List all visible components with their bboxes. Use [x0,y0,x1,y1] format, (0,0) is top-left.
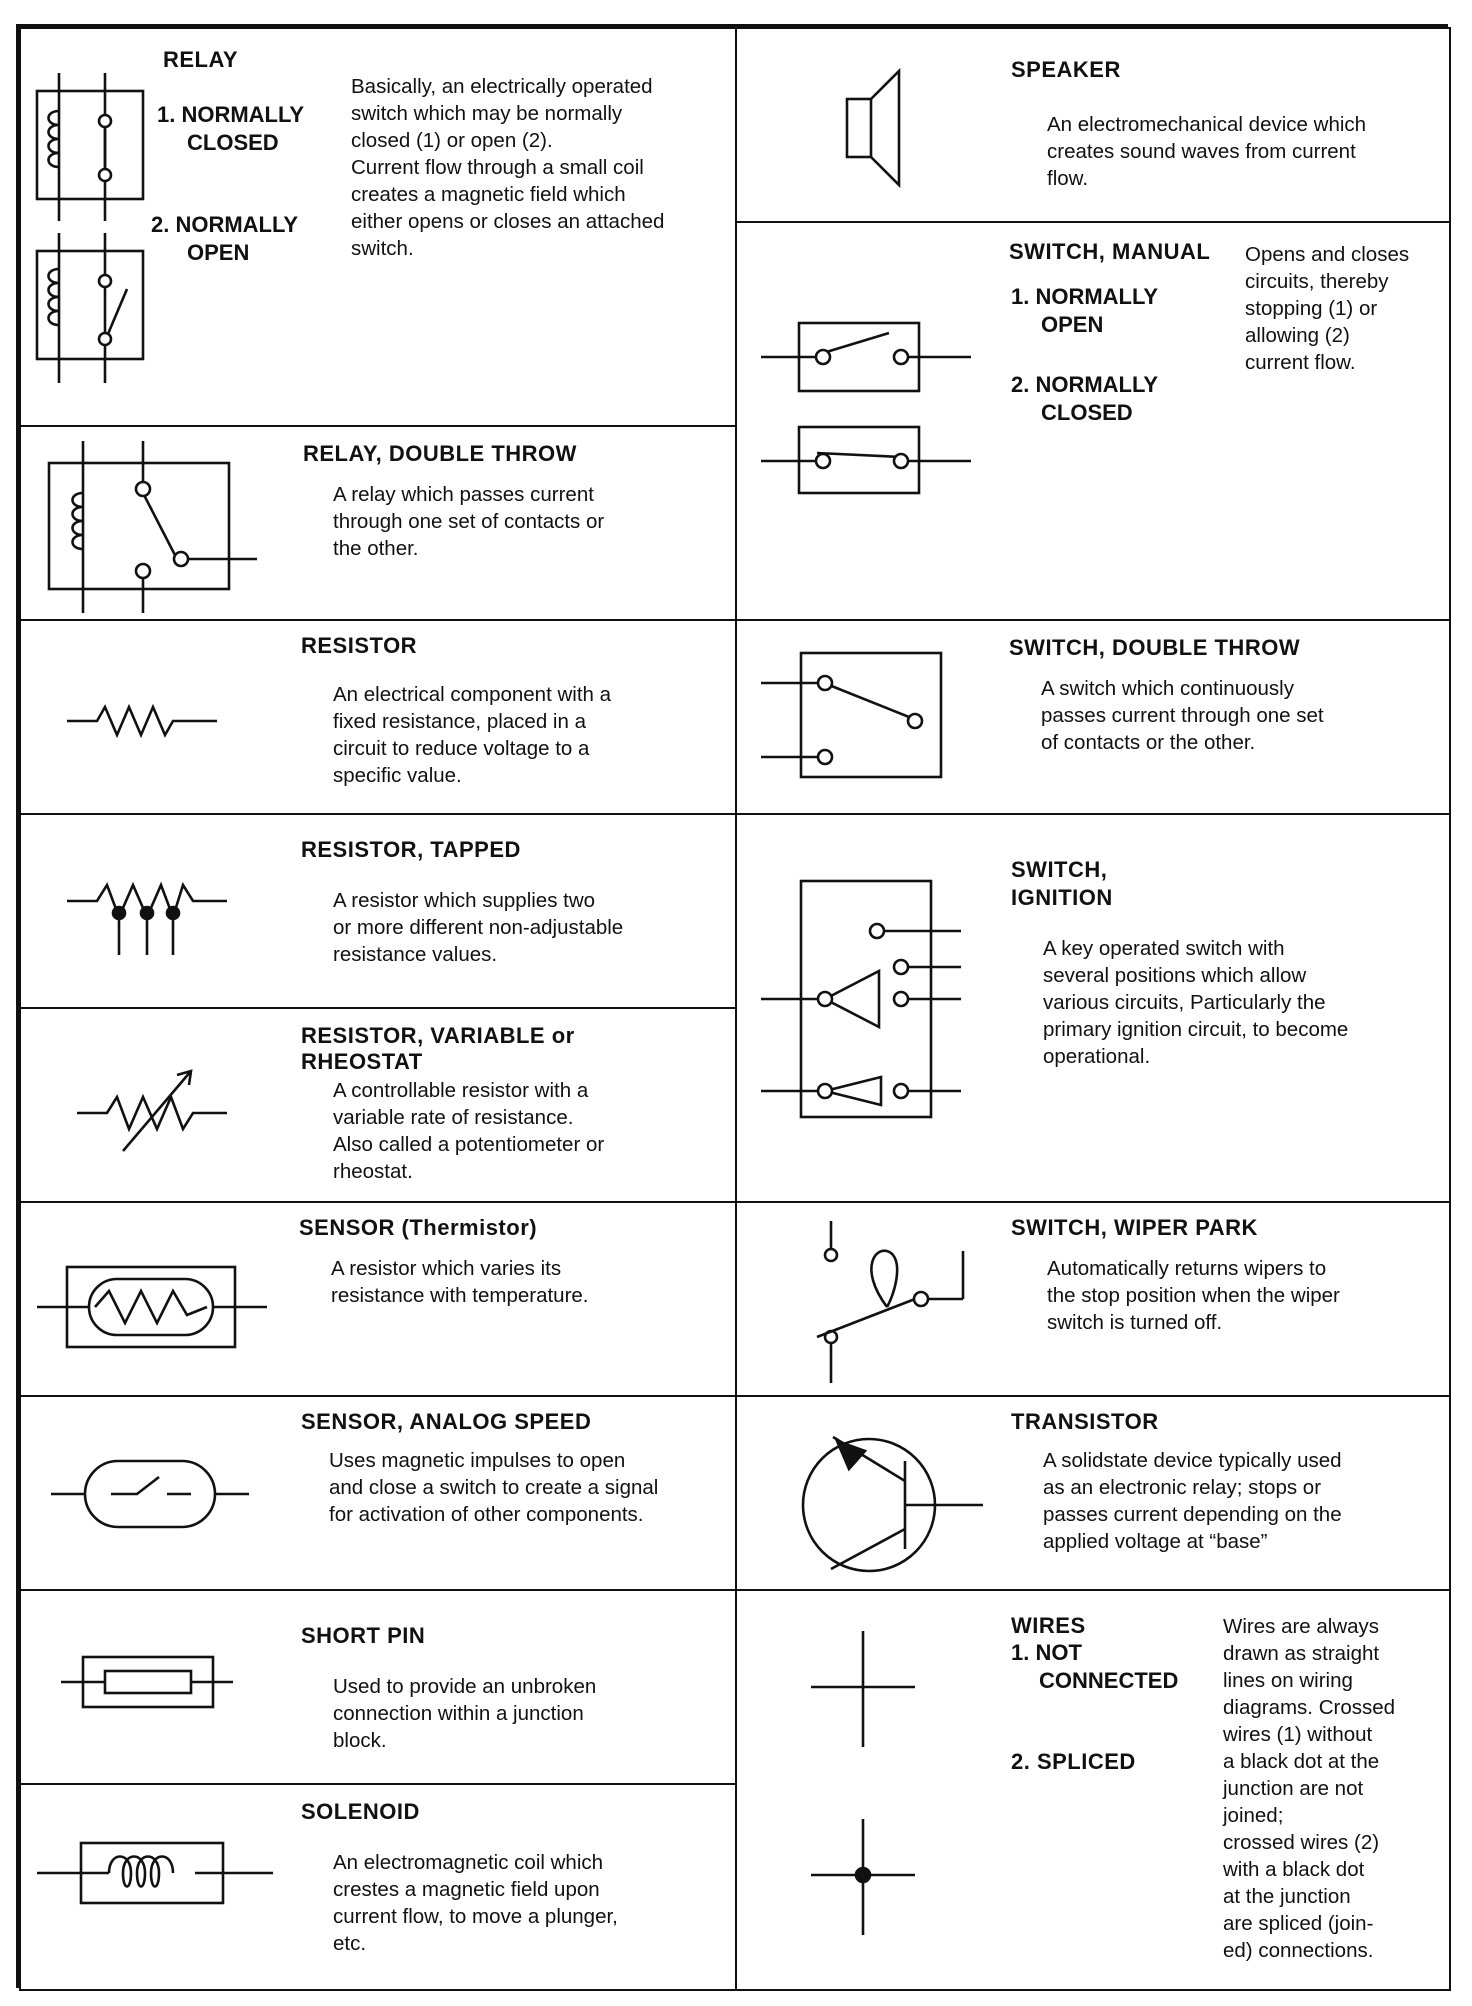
sensor-analog-speed-title: SENSOR, ANALOG SPEED [301,1409,592,1434]
wires-spliced-icon [807,1815,927,1945]
resistor-title: RESISTOR [301,633,418,658]
double-throw-switch-symbol-icon [761,645,981,795]
cell-resistor-tapped [19,813,737,1009]
transistor-title: TRANSISTOR [1011,1409,1159,1434]
resistor-variable-description: A controllable resistor with a variable rate of resistance. Also called a potentiometer or rheostat. [333,1079,605,1183]
solenoid-symbol-icon [37,1831,277,1921]
resistor-description: An electrical component with a fixed resistance, placed in a circuit to reduce voltage to a specific value. [333,683,612,787]
cell-switch-ignition [735,813,1451,1203]
speaker-title: SPEAKER [1011,57,1121,82]
resistor-variable-title-line1: RESISTOR, VARIABLE or [301,1023,575,1048]
resistor-tapped-symbol-icon [67,875,237,965]
ignition-switch-symbol-icon [761,875,1001,1135]
wiper-park-switch-symbol-icon [787,1211,987,1391]
wires-option-2: 2. SPLICED [1011,1749,1136,1774]
wires-title: WIRES [1011,1613,1086,1638]
switch-ignition-title-line1: SWITCH, [1011,857,1108,882]
short-pin-symbol-icon [61,1647,241,1727]
cell-sensor-thermistor [19,1201,737,1397]
switch-double-throw-description: A switch which continuously passes current through one set of contacts or the other. [1041,677,1324,754]
speaker-symbol-icon [837,63,917,193]
resistor-tapped-title: RESISTOR, TAPPED [301,837,521,862]
speaker-description: An electromechanical device which creates sound waves from current flow. [1047,113,1367,190]
relay-option-2: 2. NORMALLY OPEN [151,212,299,265]
cell-switch-wiper-park [735,1201,1451,1397]
solenoid-title: SOLENOID [301,1799,420,1824]
relay-double-throw-title: RELAY, DOUBLE THROW [303,441,577,466]
switch-manual-option-2: 2. NORMALLY CLOSED [1011,372,1159,425]
wires-option-1: 1. NOT CONNECTED [1011,1640,1179,1693]
resistor-tapped-description: A resistor which supplies two or more different non-adjustable resistance values. [333,889,624,966]
sensor-thermistor-title: SENSOR (Thermistor) [299,1215,538,1240]
resistor-symbol-icon [67,691,227,751]
wires-not-connected-icon [807,1627,927,1757]
symbol-chart-sheet [16,24,1448,1988]
cell-wires [735,1589,1451,1991]
relay-title: RELAY [163,47,239,72]
sensor-analog-speed-description: Uses magnetic impulses to open and close a switch to create a signal for activation of other components. [329,1449,659,1526]
cell-resistor-variable [19,1007,737,1203]
solenoid-description: An electromagnetic coil which crestes a magnetic field upon current flow, to move a plunger, etc. [333,1851,618,1955]
short-pin-description: Used to provide an unbroken connection within a junction block. [333,1675,597,1752]
transistor-symbol-icon [787,1405,987,1585]
thermistor-symbol-icon [37,1253,277,1353]
wires-description: Wires are always drawn as straight lines on wiring diagrams. Crossed wires (1) without a black dot at the junction are not joined; crossed wires (2) with a black dot at the junction are spliced (join- ed) connections. [1223,1615,1396,1962]
resistor-variable-title-line2: RHEOSTAT [301,1049,423,1074]
resistor-variable-symbol-icon [77,1059,247,1159]
analog-speed-sensor-symbol-icon [51,1449,251,1539]
switch-double-throw-title: SWITCH, DOUBLE THROW [1009,635,1301,660]
cell-resistor [19,619,737,815]
cell-relay [19,27,737,427]
short-pin-title: SHORT PIN [301,1623,426,1648]
cell-sensor-analog-speed [19,1395,737,1591]
switch-wiper-park-title: SWITCH, WIPER PARK [1011,1215,1258,1240]
switch-ignition-title-line2: IGNITION [1011,885,1113,910]
relay-description: Basically, an electrically operated switch which may be normally closed (1) or open (2). Current flow through a small coil creates a magnetic field which either opens or closes an attached switch. [351,75,665,260]
switch-wiper-park-description: Automatically returns wipers to the stop position when the wiper switch is turned off. [1047,1257,1340,1334]
cell-transistor [735,1395,1451,1591]
transistor-description: A solidstate device typically used as an electronic relay; stops or passes current depending on the applied voltage at “base” [1043,1449,1342,1553]
switch-manual-title: SWITCH, MANUAL [1009,239,1211,264]
cell-switch-manual [735,221,1451,621]
switch-manual-description: Opens and closes circuits, thereby stopping (1) or allowing (2) current flow. [1245,243,1410,374]
cell-switch-double-throw [735,619,1451,815]
switch-ignition-description: A key operated switch with several positions which allow various circuits, Particularly the primary ignition circuit, to become operational. [1043,937,1349,1068]
switch-manual-option-1: 1. NORMALLY OPEN [1011,284,1159,337]
relay-double-throw-symbol-icon [31,427,271,617]
relay-option-1: 1. NORMALLY CLOSED [157,102,305,155]
cell-solenoid [19,1783,737,1991]
cell-speaker [735,27,1451,223]
cell-short-pin [19,1589,737,1785]
manual-switch-symbol-icon [761,313,981,513]
sensor-thermistor-description: A resistor which varies its resistance with temperature. [331,1257,589,1307]
relay-double-throw-description: A relay which passes current through one set of contacts or the other. [333,483,605,560]
cell-relay-double-throw [19,425,737,621]
